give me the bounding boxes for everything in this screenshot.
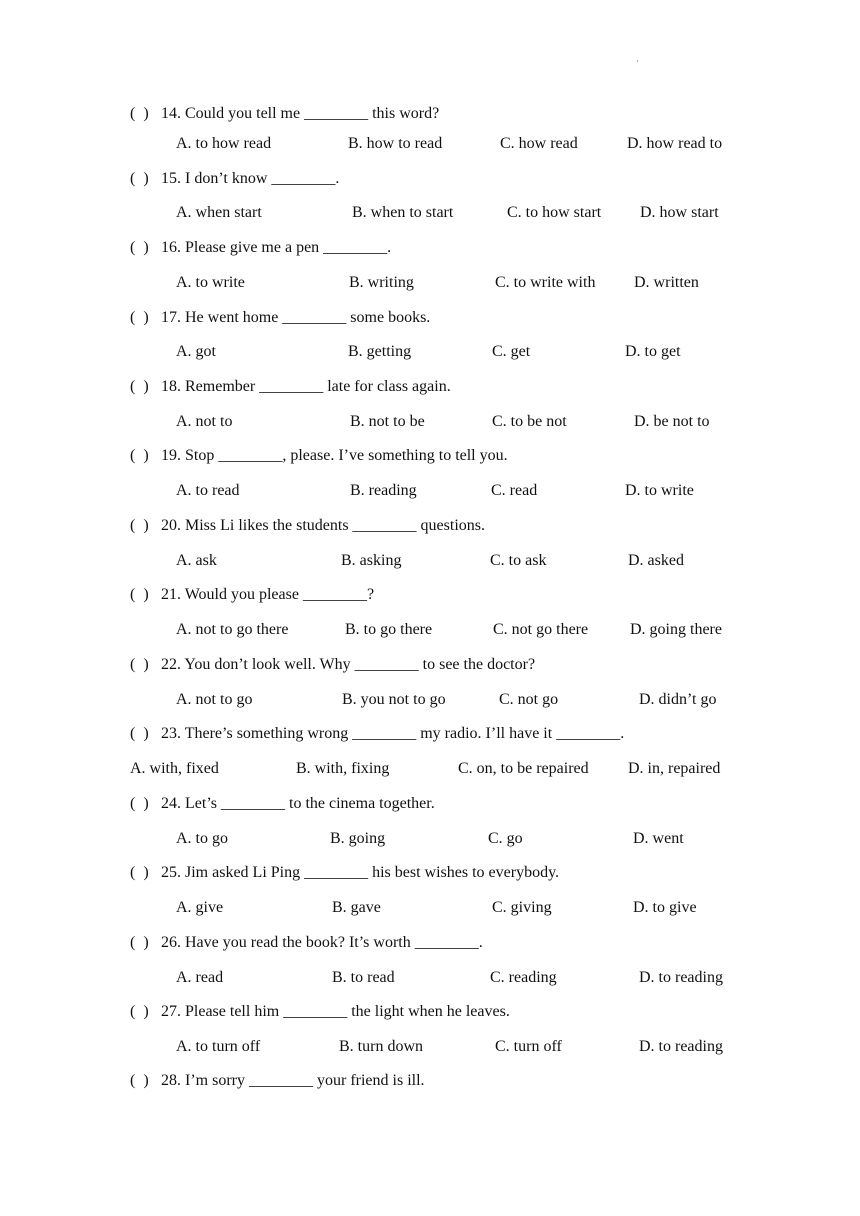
option-d: D. be not to [634,413,710,430]
option-d: D. didn’t go [639,691,717,708]
option-a: A. not to go [176,691,253,708]
option-b: B. how to read [348,135,443,152]
answer-blank: ( ) [130,447,149,464]
option-b: B. writing [349,274,414,291]
option-d: D. went [633,830,684,847]
answer-blank: ( ) [130,586,149,603]
option-d: D. asked [628,552,684,569]
question-text: 20. Miss Li likes the students ________ questions. [161,517,485,534]
option-a: A. when start [176,204,262,221]
question-text: 21. Would you please ________? [161,586,375,603]
option-c: C. giving [492,899,552,916]
question-text: 26. Have you read the book? It’s worth ________. [161,934,483,951]
option-a: A. not to go there [176,621,289,638]
question-text: 14. Could you tell me ________ this word? [161,105,440,122]
question-text: 22. You don’t look well. Why ________ to see the doctor? [161,656,536,673]
option-b: B. not to be [350,413,425,430]
answer-blank: ( ) [130,239,149,256]
option-b: B. to read [332,969,395,986]
option-c: C. to ask [490,552,547,569]
option-d: D. to reading [639,969,723,986]
answer-blank: ( ) [130,1003,149,1020]
option-a: A. read [176,969,224,986]
option-d: D. going there [630,621,722,638]
option-b: B. to go there [345,621,433,638]
option-c: C. to how start [507,204,602,221]
option-a: A. give [176,899,224,916]
option-d: D. in, repaired [628,760,721,777]
option-d: D. how start [640,204,719,221]
option-d: D. to give [633,899,697,916]
option-b: B. asking [341,552,402,569]
option-d: D. to write [625,482,694,499]
option-c: C. go [488,830,523,847]
answer-blank: ( ) [130,105,149,122]
question-text: 27. Please tell him ________ the light when he leaves. [161,1003,510,1020]
option-a: A. to read [176,482,240,499]
option-d: D. written [634,274,699,291]
option-c: C. on, to be repaired [458,760,589,777]
question-text: 18. Remember ________ late for class again. [161,378,451,395]
answer-blank: ( ) [130,656,149,673]
option-c: C. to be not [492,413,567,430]
answer-blank: ( ) [130,795,149,812]
option-c: C. how read [500,135,578,152]
option-a: A. with, fixed [130,760,219,777]
option-c: C. to write with [495,274,596,291]
option-c: C. turn off [495,1038,562,1055]
question-text: 17. He went home ________ some books. [161,309,431,326]
question-text: 25. Jim asked Li Ping ________ his best wishes to everybody. [161,864,560,881]
option-b: B. reading [350,482,417,499]
option-b: B. turn down [339,1038,423,1055]
option-a: A. ask [176,552,217,569]
option-a: A. to write [176,274,245,291]
answer-blank: ( ) [130,934,149,951]
answer-blank: ( ) [130,1072,149,1089]
answer-blank: ( ) [130,170,149,187]
header-mark: · [636,56,639,66]
question-text: 24. Let’s ________ to the cinema together. [161,795,435,812]
option-b: B. getting [348,343,412,360]
question-text: 23. There’s something wrong ________ my radio. I’ll have it ________. [161,725,625,742]
answer-blank: ( ) [130,864,149,881]
question-text: 16. Please give me a pen ________. [161,239,392,256]
option-b: B. you not to go [342,691,446,708]
option-a: A. not to [176,413,233,430]
answer-blank: ( ) [130,725,149,742]
option-b: B. with, fixing [296,760,390,777]
option-c: C. not go there [493,621,589,638]
option-b: B. gave [332,899,381,916]
option-a: A. to how read [176,135,272,152]
answer-blank: ( ) [130,517,149,534]
option-c: C. reading [490,969,557,986]
option-d: D. to reading [639,1038,723,1055]
option-c: C. get [492,343,531,360]
option-a: A. got [176,343,216,360]
option-d: D. how read to [627,135,723,152]
option-a: A. to go [176,830,228,847]
option-b: B. going [330,830,386,847]
question-text: 28. I’m sorry ________ your friend is ill. [161,1072,425,1089]
option-c: C. read [491,482,538,499]
option-a: A. to turn off [176,1038,261,1055]
question-text: 15. I don’t know ________. [161,170,340,187]
answer-blank: ( ) [130,378,149,395]
question-text: 19. Stop ________, please. I’ve something to tell you. [161,447,508,464]
option-c: C. not go [499,691,559,708]
option-d: D. to get [625,343,681,360]
answer-blank: ( ) [130,309,149,326]
option-b: B. when to start [352,204,454,221]
